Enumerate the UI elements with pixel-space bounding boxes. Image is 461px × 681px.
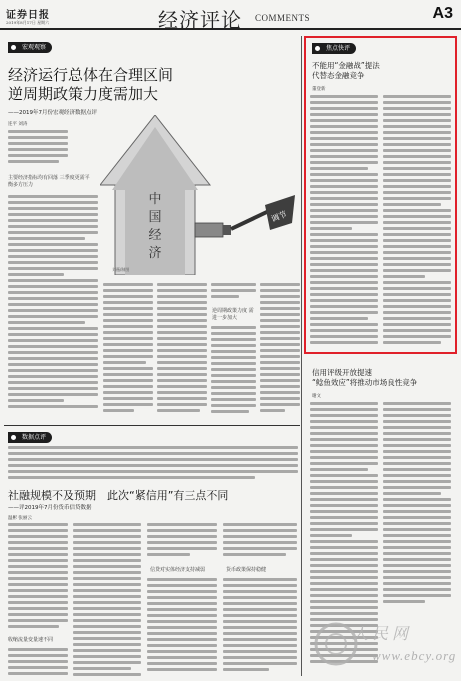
column-divider: [301, 36, 302, 676]
graphic-credit: 刘薇/制图: [112, 267, 130, 272]
bottom-article-upper-continuation: [8, 446, 298, 482]
bottom-article-text-col3b: [147, 578, 217, 678]
right-top-text-col2: [383, 95, 451, 350]
bottom-article-text-col1b: [8, 648, 68, 678]
graphic-label-char2: 国: [148, 210, 162, 225]
bottom-article-text-col4a: [223, 523, 297, 563]
bullet-icon: [315, 46, 320, 51]
bottom-article-text-col4b: [223, 578, 297, 678]
top-article-byline: 连平 刘涛: [8, 122, 28, 127]
watermark-url: www.ebcy.org: [372, 648, 457, 663]
top-article-text-col1b: [8, 195, 98, 417]
page-number: A3: [432, 5, 453, 22]
graphic-label-char4: 济: [148, 246, 162, 261]
clamp-body: [195, 223, 223, 237]
top-article-text-col2: [103, 283, 153, 418]
bullet-icon: [11, 45, 16, 50]
top-article-tag: 宏观观察: [8, 42, 52, 53]
right-top-headline: 不能用“金融战”提法 代替态金融竞争: [312, 61, 380, 80]
top-article-subhead-b: 逆周期政策力度 需进一步加大: [212, 308, 254, 321]
right-article-tag: 焦点快评: [312, 43, 356, 54]
right-bottom-headline: 信用评级开放提速 “鲶鱼效应”将推动市场良性竞争: [312, 368, 418, 387]
masthead: [0, 0, 461, 30]
bottom-article-byline: 温彬 张丽云: [8, 516, 32, 521]
newspaper-logo: 证券日报: [6, 10, 50, 21]
top-article-text-col1a: [8, 130, 68, 170]
bottom-article-text-col2: [73, 523, 141, 678]
bottom-article-subhead-b: 货币政策保持稳健: [226, 567, 267, 573]
bottom-article-text-col1: [8, 523, 68, 633]
section-subtitle: COMMENTS: [255, 13, 311, 23]
top-article-text-col3: [157, 283, 207, 418]
bottom-article-subhead-c: 收缩流量变量速不同: [8, 637, 54, 643]
clamp-jaw: [223, 225, 231, 235]
top-article-text-col4b: [211, 326, 256, 418]
bottom-article-subheadline: ——评2019年7月份货币信贷数据: [8, 505, 92, 511]
right-bottom-text-col2: [383, 402, 451, 612]
bullet-icon: [11, 435, 16, 440]
section-title: 经济评论: [158, 8, 242, 32]
right-top-byline: 董登新: [312, 87, 326, 92]
top-article-subhead-a: 主要经济指标均有回落 三季度更需平衡多方压力: [8, 175, 90, 188]
right-top-text-col1: [310, 95, 378, 350]
economy-arrow-illustration: [100, 115, 300, 275]
bottom-article-tag: 数据点评: [8, 432, 52, 443]
graphic-label-char3: 经: [148, 228, 162, 243]
bottom-article-text-col3a: [147, 523, 217, 563]
watermark-text: 人民网: [352, 624, 413, 643]
graphic-label-char1: 中: [148, 192, 162, 207]
bottom-article-headline: 社融规模不及预期 此次“紧信用”有三点不同: [8, 489, 229, 502]
section-divider: [4, 425, 300, 426]
top-article-headline: 经济运行总体在合理区间 逆周期政策力度需加大: [8, 66, 174, 103]
top-article-text-col5: [260, 283, 300, 418]
right-bottom-byline: 谢文: [312, 394, 321, 399]
top-article-subheadline: ——2019年7月份宏观经济数据点评: [8, 110, 97, 116]
graphic-side-label: 调节: [269, 209, 289, 224]
bottom-article-subhead-a: 信贷对实体经济支持减弱: [150, 567, 206, 573]
issue-date: 2019年8月17日 星期六: [6, 20, 50, 25]
top-article-text-col4a: [211, 283, 256, 303]
